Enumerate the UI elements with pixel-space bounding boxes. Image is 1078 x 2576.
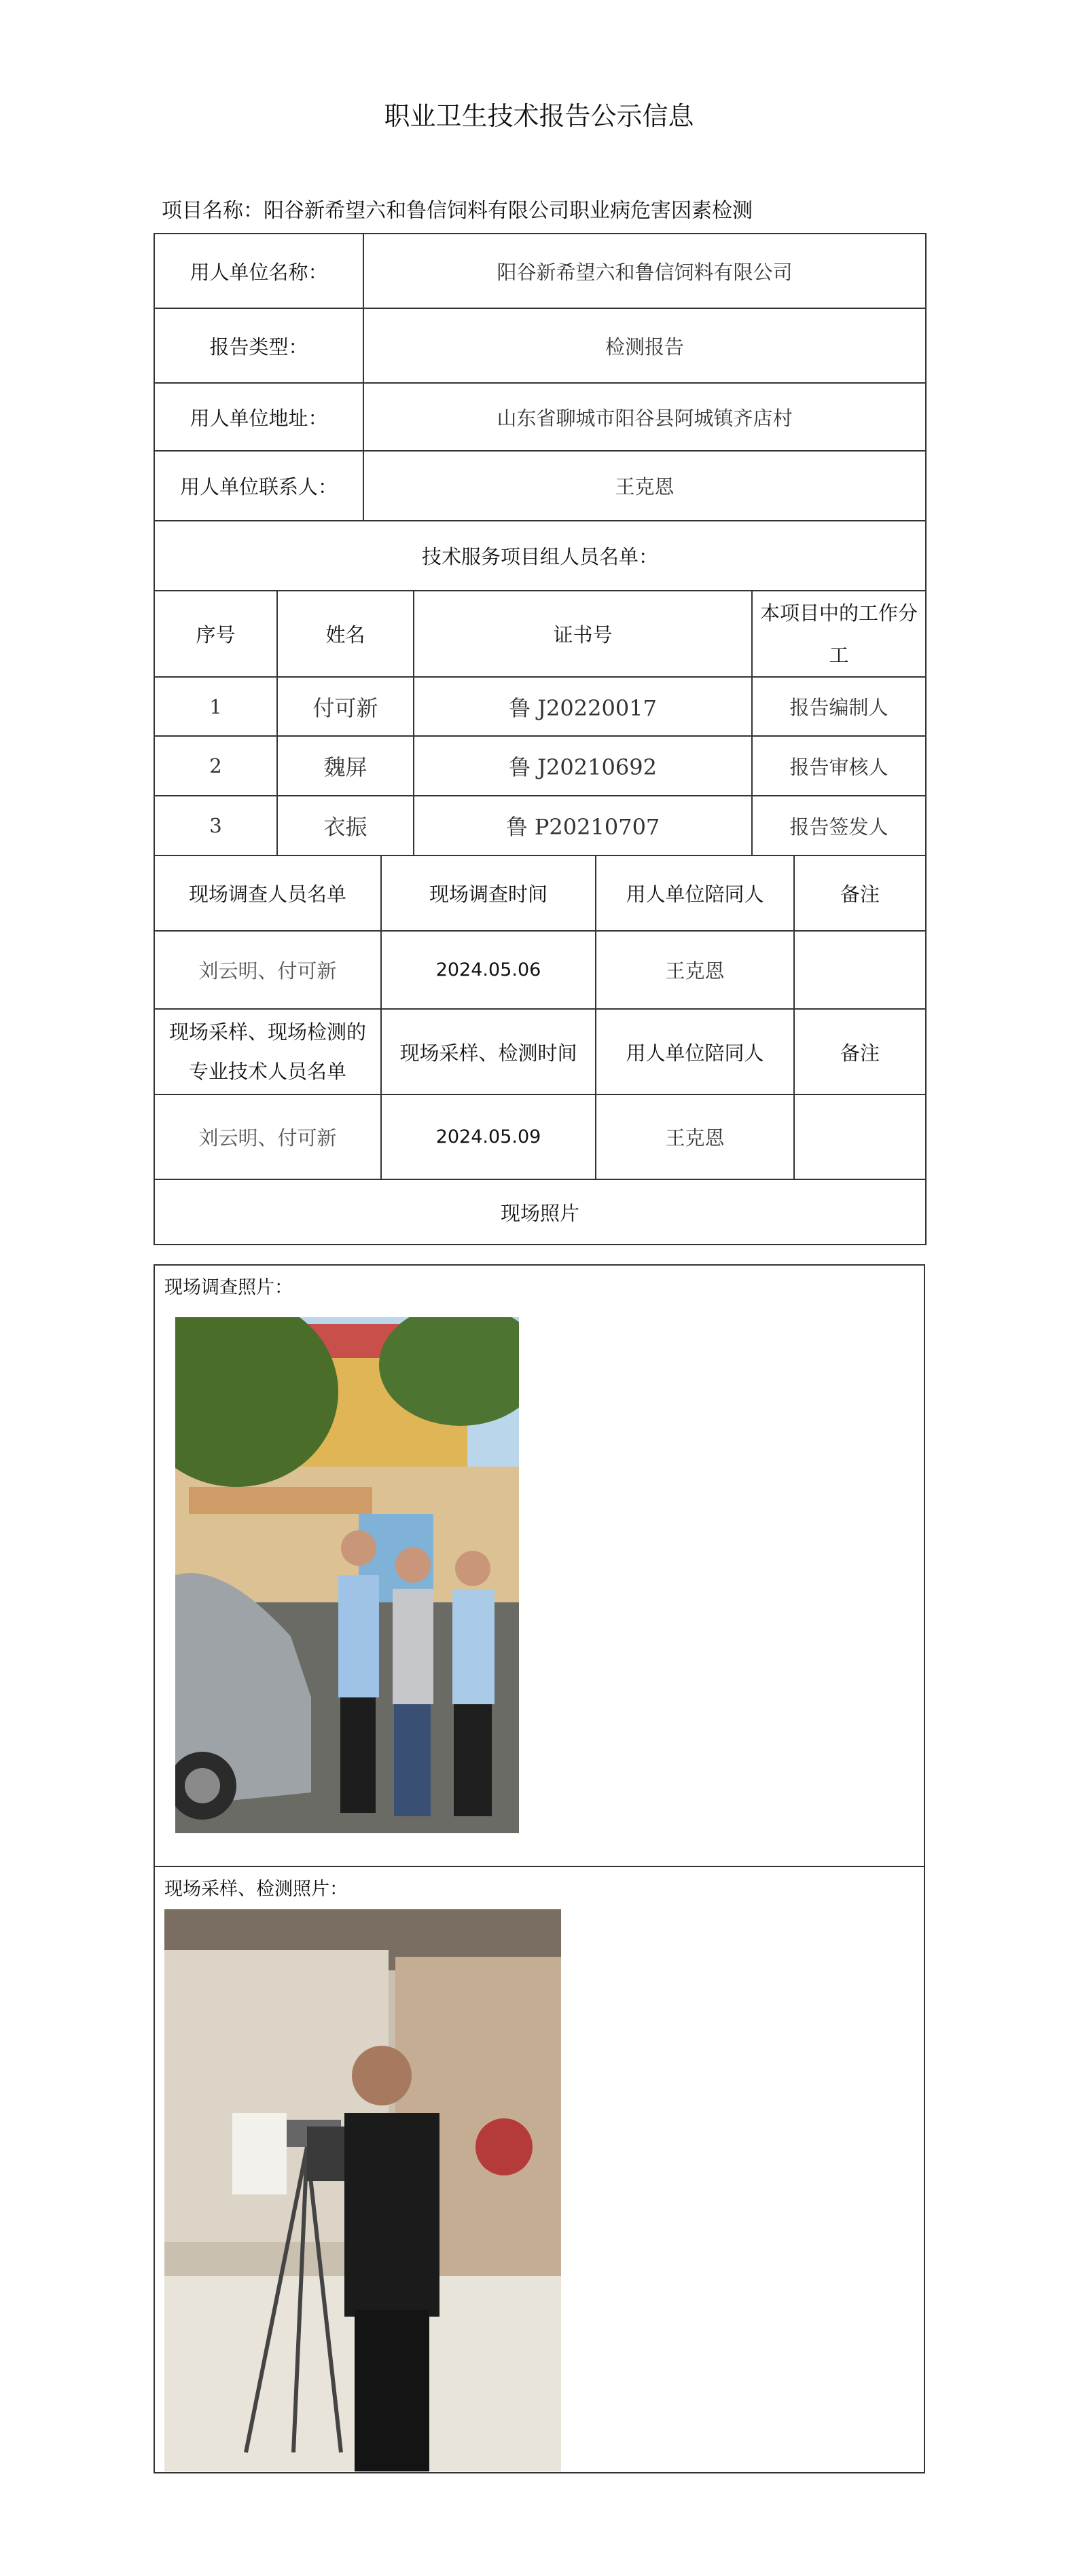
survey-photo-label: 现场调查照片： <box>164 1277 293 1298</box>
member-role: 报告签发人 <box>752 796 926 855</box>
table-row <box>154 796 926 855</box>
unit-contact-label: 用人单位联系人： <box>154 451 363 521</box>
sampling-note <box>794 1094 926 1179</box>
sampling-staff-header: 现场采样、现场检测的专业技术人员名单 <box>154 1009 381 1094</box>
sampling-date-header: 现场采样、检测时间 <box>381 1009 596 1094</box>
table-row <box>154 383 926 451</box>
sampling-photo-panel <box>154 1866 925 2473</box>
survey-table <box>154 855 927 1245</box>
sampling-photo <box>164 1909 561 2471</box>
report-type-value: 检测报告 <box>363 308 926 383</box>
member-cert: 鲁 P20210707 <box>414 796 752 855</box>
survey-photo <box>175 1317 519 1833</box>
project-name: 阳谷新希望六和鲁信饲料有限公司职业病危害因素检测 <box>264 199 753 223</box>
table-row <box>154 591 926 677</box>
sampling-note-header: 备注 <box>794 1009 926 1094</box>
member-no: 3 <box>154 796 277 855</box>
member-role: 报告编制人 <box>752 677 926 736</box>
table-row <box>154 855 926 931</box>
project-line <box>162 194 753 223</box>
table-row <box>154 1094 926 1179</box>
table-row <box>154 451 926 521</box>
header-cert: 证书号 <box>414 591 752 677</box>
table-row <box>154 1009 926 1094</box>
member-name: 付可新 <box>277 677 414 736</box>
table-row <box>154 521 926 591</box>
unit-address-label: 用人单位地址： <box>154 383 363 451</box>
unit-name-value: 阳谷新希望六和鲁信饲料有限公司 <box>363 234 926 308</box>
survey-note-header: 备注 <box>794 855 926 931</box>
header-no: 序号 <box>154 591 277 677</box>
survey-escort-header: 用人单位陪同人 <box>596 855 794 931</box>
sampling-photo-label: 现场采样、检测照片： <box>164 1879 348 1900</box>
team-heading: 技术服务项目组人员名单： <box>154 521 926 591</box>
table-row <box>154 1179 926 1245</box>
unit-name-label: 用人单位名称： <box>154 234 363 308</box>
report-type-label: 报告类型： <box>154 308 363 383</box>
table-row <box>154 931 926 1009</box>
survey-staff-header: 现场调查人员名单 <box>154 855 381 931</box>
member-no: 1 <box>154 677 277 736</box>
survey-staff: 刘云明、付可新 <box>154 931 381 1009</box>
sampling-escort: 王克恩 <box>596 1094 794 1179</box>
header-role: 本项目中的工作分工 <box>752 591 926 677</box>
sampling-date: 2024.05.09 <box>381 1094 596 1179</box>
survey-note <box>794 931 926 1009</box>
member-no: 2 <box>154 736 277 796</box>
page-title: 职业卫生技术报告公示信息 <box>384 101 694 131</box>
photos-heading: 现场照片 <box>154 1179 926 1245</box>
survey-date-header: 现场调查时间 <box>381 855 596 931</box>
unit-contact-value: 王克恩 <box>363 451 926 521</box>
header-name: 姓名 <box>277 591 414 677</box>
member-role: 报告审核人 <box>752 736 926 796</box>
member-cert: 鲁 J20210692 <box>414 736 752 796</box>
unit-address-value: 山东省聊城市阳谷县阿城镇齐店村 <box>363 383 926 451</box>
table-row <box>154 234 926 308</box>
table-row <box>154 677 926 736</box>
sampling-staff: 刘云明、付可新 <box>154 1094 381 1179</box>
team-table <box>154 590 927 856</box>
member-cert: 鲁 J20220017 <box>414 677 752 736</box>
member-name: 魏屏 <box>277 736 414 796</box>
survey-photo-panel <box>154 1264 925 1867</box>
survey-escort: 王克恩 <box>596 931 794 1009</box>
project-label: 项目名称： <box>162 199 264 223</box>
table-row <box>154 308 926 383</box>
survey-date: 2024.05.06 <box>381 931 596 1009</box>
member-name: 衣振 <box>277 796 414 855</box>
unit-info-table <box>154 233 927 591</box>
sampling-escort-header: 用人单位陪同人 <box>596 1009 794 1094</box>
table-row <box>154 736 926 796</box>
